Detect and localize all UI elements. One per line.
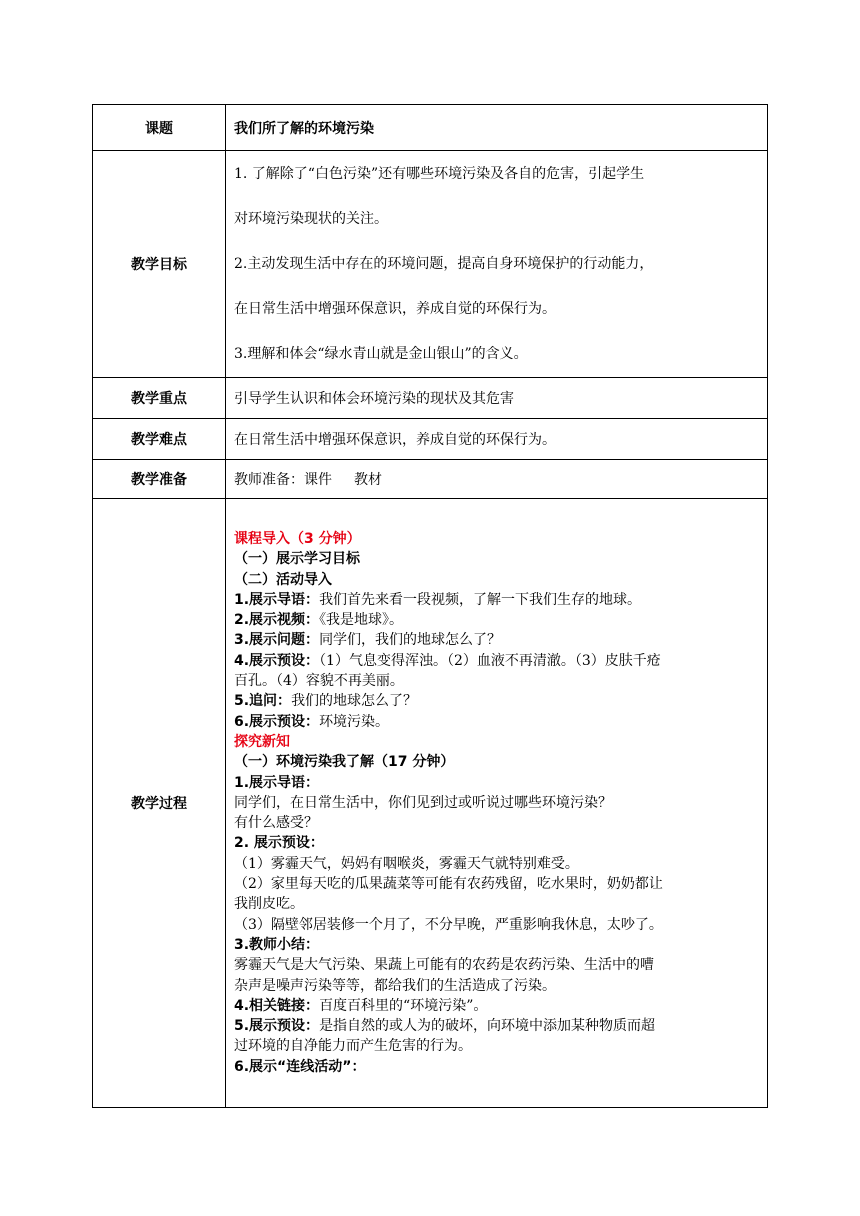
goal-1-line-1: 1. 了解除了“白色污染”还有哪些环境污染及各自的危害，引起学生 bbox=[234, 165, 645, 182]
intro-sub-2: （二）活动导入 bbox=[234, 571, 332, 588]
explore-item-5-cont: 过环境的自净能力而产生危害的行为。 bbox=[234, 1038, 472, 1055]
goals-label: 教学目标 bbox=[93, 151, 226, 378]
explore-item-2-line-2: （2）家里每天吃的瓜果蔬菜等可能有农药残留，吃水果时，奶奶都让 bbox=[234, 876, 663, 893]
explore-item-6-head: 6.展示“连线活动”： bbox=[234, 1058, 366, 1075]
title-value: 我们所了解的环境污染 bbox=[226, 105, 768, 151]
goals-content bbox=[226, 151, 768, 378]
process-content bbox=[226, 499, 768, 1108]
row-difficulty bbox=[93, 419, 768, 460]
difficulty-label: 教学难点 bbox=[93, 419, 226, 460]
row-preparation bbox=[93, 460, 768, 499]
explore-item-3-head: 3.教师小结： bbox=[234, 936, 320, 953]
section-explore-title: 探究新知 bbox=[234, 733, 290, 750]
goal-2-line-1: 2.主动发现生活中存在的环境问题，提高自身环境保护的行动能力， bbox=[234, 255, 654, 272]
explore-item-2-head: 2. 展示预设： bbox=[234, 835, 324, 852]
lesson-plan-table bbox=[92, 104, 768, 1108]
difficulty-value: 在日常生活中增强环保意识，养成自觉的环保行为。 bbox=[226, 419, 768, 460]
explore-item-1-head: 1.展示导语： bbox=[234, 774, 320, 791]
row-process bbox=[93, 499, 768, 1108]
goal-2-line-2: 在日常生活中增强环保意识，养成自觉的环保行为。 bbox=[234, 300, 556, 317]
key-label: 教学重点 bbox=[93, 378, 226, 419]
intro-item-4: 4.展示预设：（1）气息变得浑浊。（2）血液不再清澈。（3）皮肤千疮 bbox=[234, 652, 661, 669]
prep-label: 教学准备 bbox=[93, 460, 226, 499]
explore-item-2-line-1: （1）雾霾天气，妈妈有咽喉炎，雾霾天气就特别难受。 bbox=[234, 855, 579, 872]
explore-item-5: 5.展示预设：是指自然的或人为的破坏，向环境中添加某种物质而超 bbox=[234, 1018, 656, 1035]
explore-item-2-line-3: 我削皮吃。 bbox=[234, 896, 304, 913]
key-value: 引导学生认识和体会环境污染的现状及其危害 bbox=[226, 378, 768, 419]
process-label: 教学过程 bbox=[93, 499, 226, 1108]
explore-item-3-line-2: 杂声是噪声污染等等，都给我们的生活造成了污染。 bbox=[234, 977, 556, 994]
explore-item-1-line-1: 同学们，在日常生活中，你们见到过或听说过哪些环境污染？ bbox=[234, 794, 612, 811]
title-label: 课题 bbox=[93, 105, 226, 151]
explore-item-3-line-1: 雾霾天气是大气污染、果蔬上可能有的农药是农药污染、生活中的嘈 bbox=[234, 957, 654, 974]
explore-item-2-line-4: （3）隔壁邻居装修一个月了，不分早晚，严重影响我休息，太吵了。 bbox=[234, 916, 663, 933]
section-intro-title: 课程导入（3 分钟） bbox=[234, 530, 361, 547]
row-key-points bbox=[93, 378, 768, 419]
explore-sub-1: （一）环境污染我了解（17 分钟） bbox=[234, 754, 455, 771]
intro-sub-1: （一）展示学习目标 bbox=[234, 551, 360, 568]
row-title bbox=[93, 105, 768, 151]
prep-value-2: 教材 bbox=[354, 472, 382, 488]
intro-item-6: 6.展示预设：环境污染。 bbox=[234, 713, 390, 730]
intro-item-4-cont: 百孔。（4）容貌不再美丽。 bbox=[234, 673, 404, 690]
intro-item-3: 3.展示问题：同学们，我们的地球怎么了？ bbox=[234, 632, 502, 649]
intro-item-2: 2.展示视频：《我是地球》。 bbox=[234, 612, 404, 629]
explore-item-1-line-2: 有什么感受？ bbox=[234, 815, 318, 832]
prep-value-1: 教师准备：课件 bbox=[234, 472, 332, 488]
intro-item-1: 1.展示导语：我们首先来看一段视频，了解一下我们生存的地球。 bbox=[234, 591, 642, 608]
prep-content bbox=[226, 460, 768, 499]
goal-1-line-2: 对环境污染现状的关注。 bbox=[234, 210, 388, 227]
explore-item-4: 4.相关链接：百度百科里的“环境污染”。 bbox=[234, 997, 488, 1014]
row-goals bbox=[93, 151, 768, 378]
intro-item-5: 5.追问：我们的地球怎么了？ bbox=[234, 693, 418, 710]
goal-3-line-1: 3.理解和体会“绿水青山就是金山银山”的含义。 bbox=[234, 345, 528, 362]
